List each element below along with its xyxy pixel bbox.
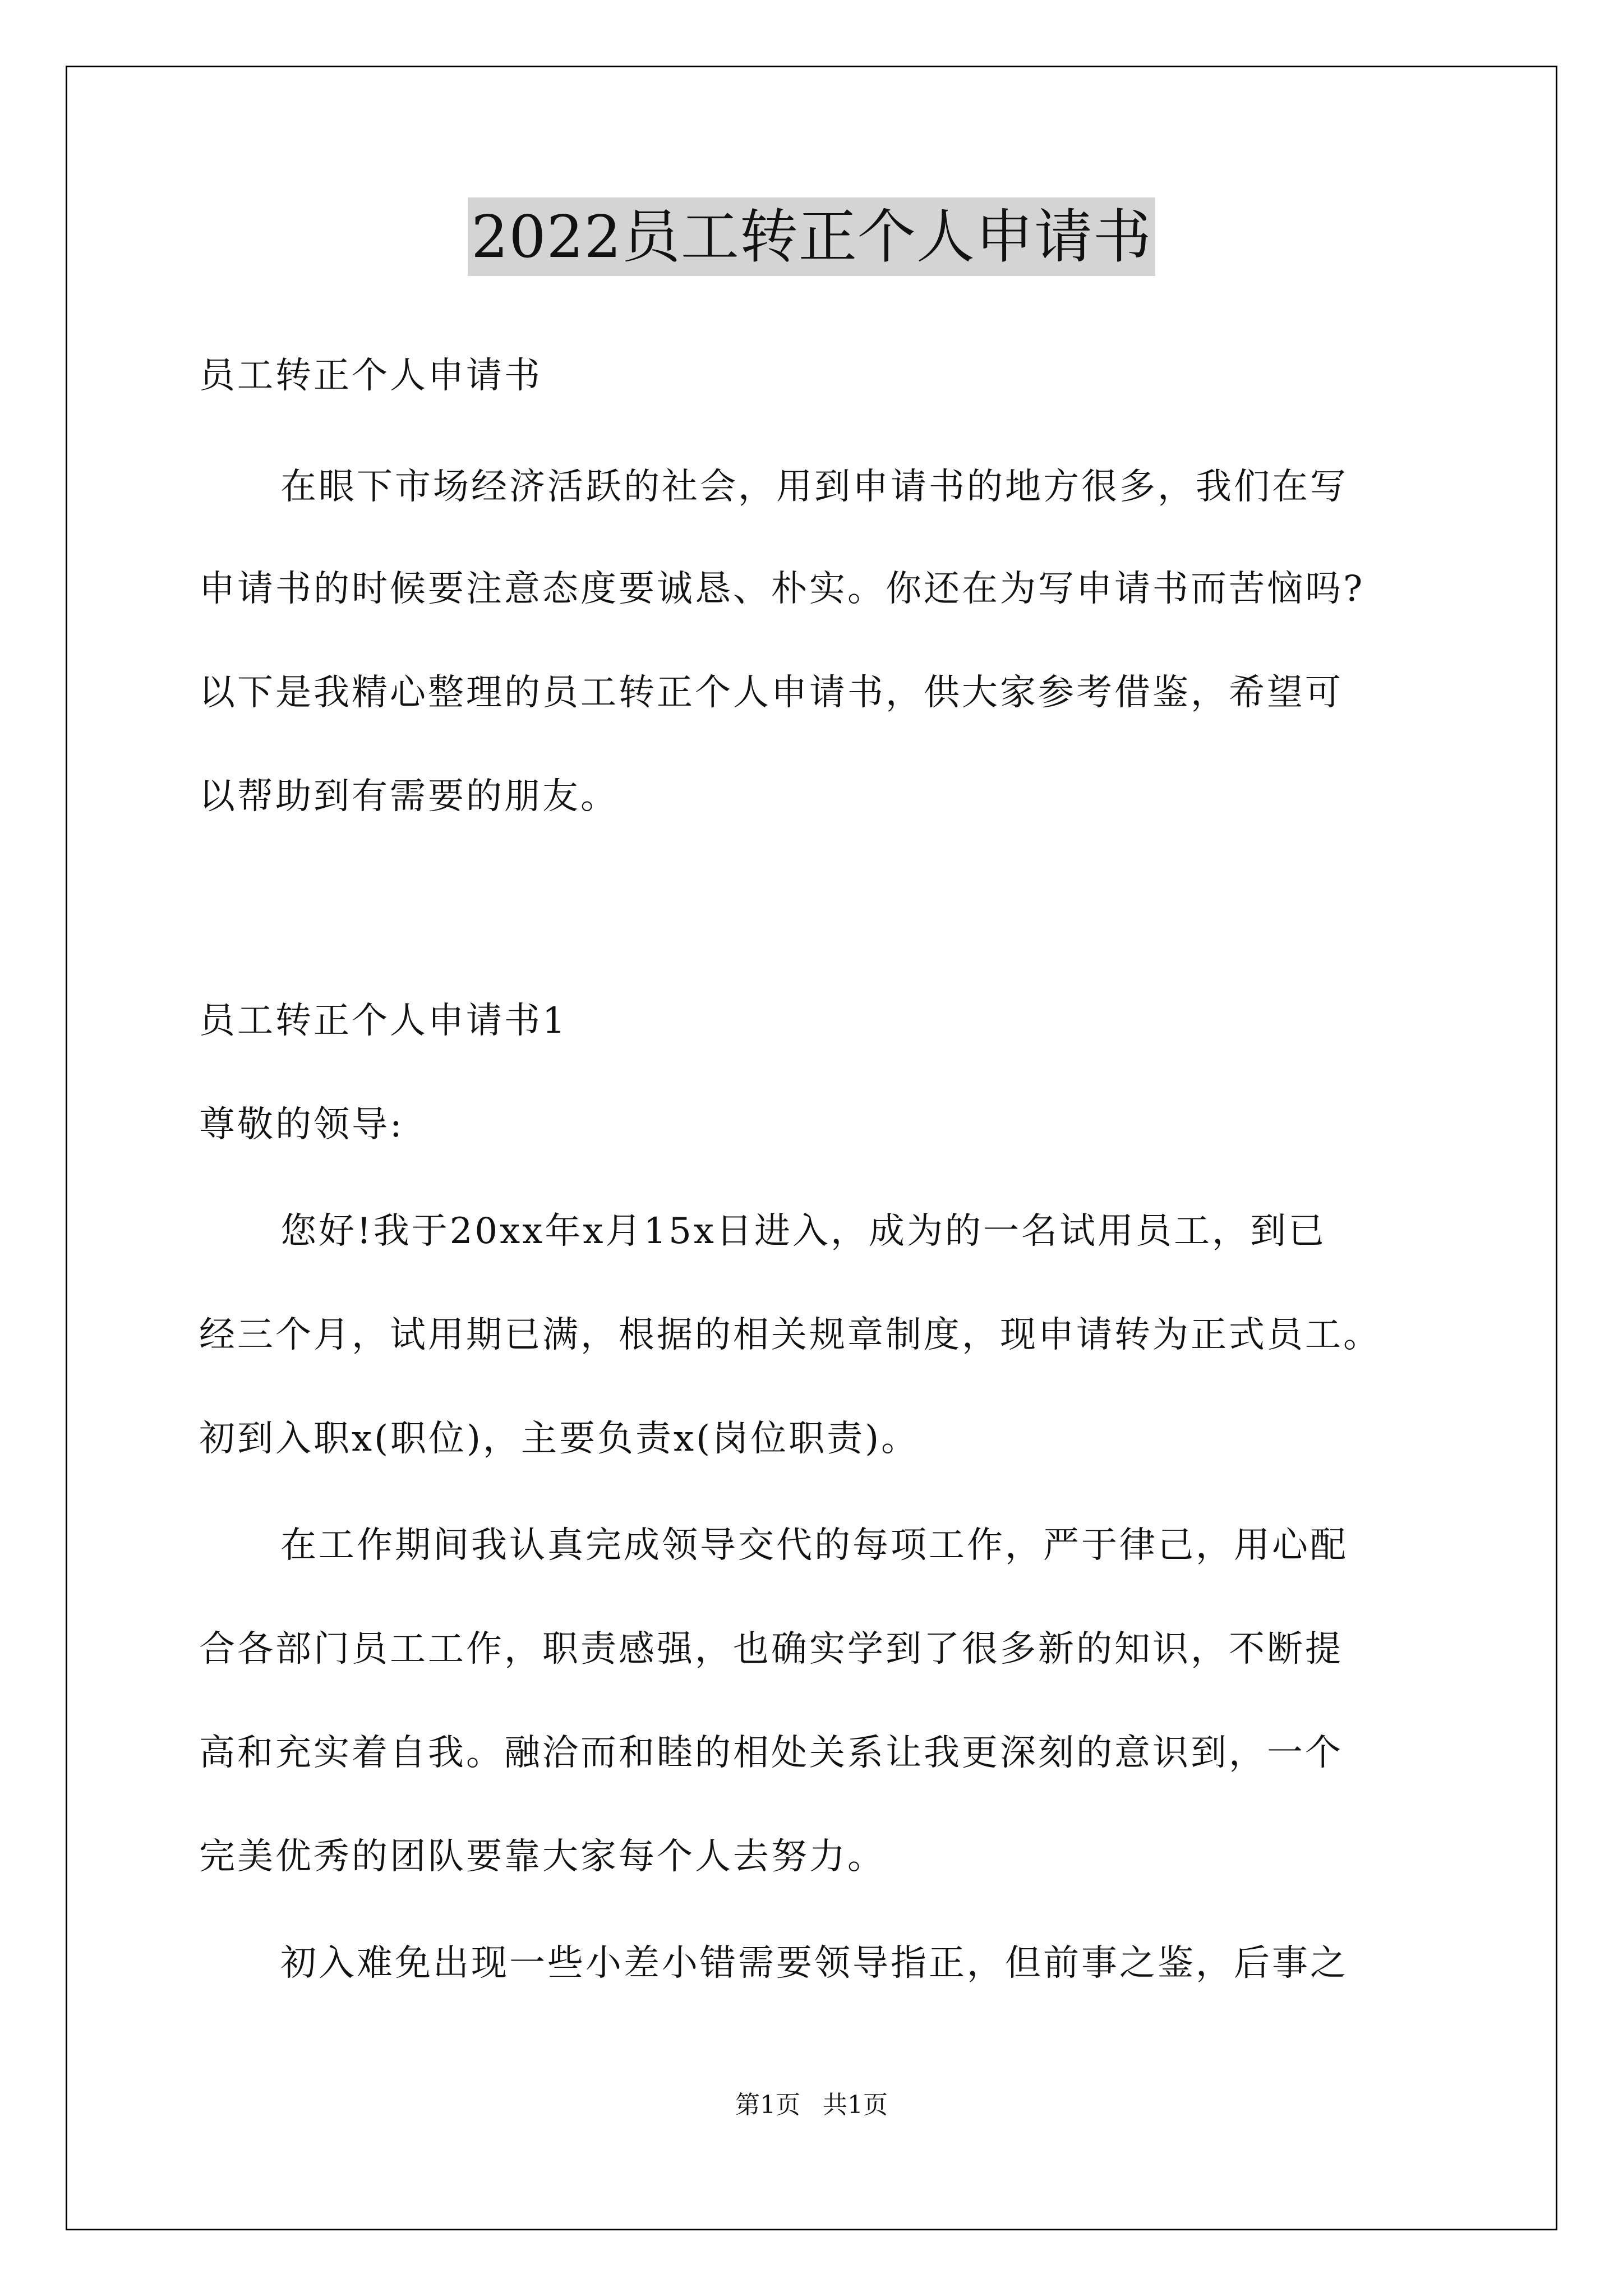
paragraph-line: 合各部门员工工作，职责感强，也确实学到了很多新的知识，不断提 xyxy=(199,1628,1343,1670)
page-number: 第1页 xyxy=(735,2091,800,2119)
intro-line: 在眼下市场经济活跃的社会，用到申请书的地方很多，我们在写 xyxy=(280,466,1348,508)
section-heading: 员工转正个人申请书1 xyxy=(199,1000,568,1042)
paragraph-line: 经三个月，试用期已满，根据的相关规章制度，现申请转为正式员工。 xyxy=(199,1314,1381,1356)
subtitle: 员工转正个人申请书 xyxy=(199,355,542,397)
title-container xyxy=(0,197,1623,276)
intro-line: 以帮助到有需要的朋友。 xyxy=(199,776,619,817)
intro-line: 以下是我精心整理的员工转正个人申请书，供大家参考借鉴，希望可 xyxy=(199,672,1343,714)
paragraph-line: 在工作期间我认真完成领导交代的每项工作，严于律己，用心配 xyxy=(280,1525,1348,1566)
paragraph-line: 完美优秀的团队要靠大家每个人去努力。 xyxy=(199,1836,886,1878)
page-footer xyxy=(0,2088,1623,2122)
paragraph-line: 您好!我于20xx年x月15x日进入，成为的一名试用员工，到已 xyxy=(280,1211,1326,1252)
salutation: 尊敬的领导: xyxy=(199,1104,404,1145)
page-total: 共1页 xyxy=(823,2091,888,2119)
paragraph-line: 初入难免出现一些小差小错需要领导指正，但前事之鉴，后事之 xyxy=(280,1943,1348,1984)
document-title: 2022员工转正个人申请书 xyxy=(468,197,1155,276)
paragraph-line: 初到入职x(职位)，主要负责x(岗位职责)。 xyxy=(199,1418,920,1460)
intro-line: 申请书的时候要注意态度要诚恳、朴实。你还在为写申请书而苦恼吗? xyxy=(199,568,1365,610)
paragraph-line: 高和充实着自我。融洽而和睦的相处关系让我更深刻的意识到，一个 xyxy=(199,1732,1343,1774)
